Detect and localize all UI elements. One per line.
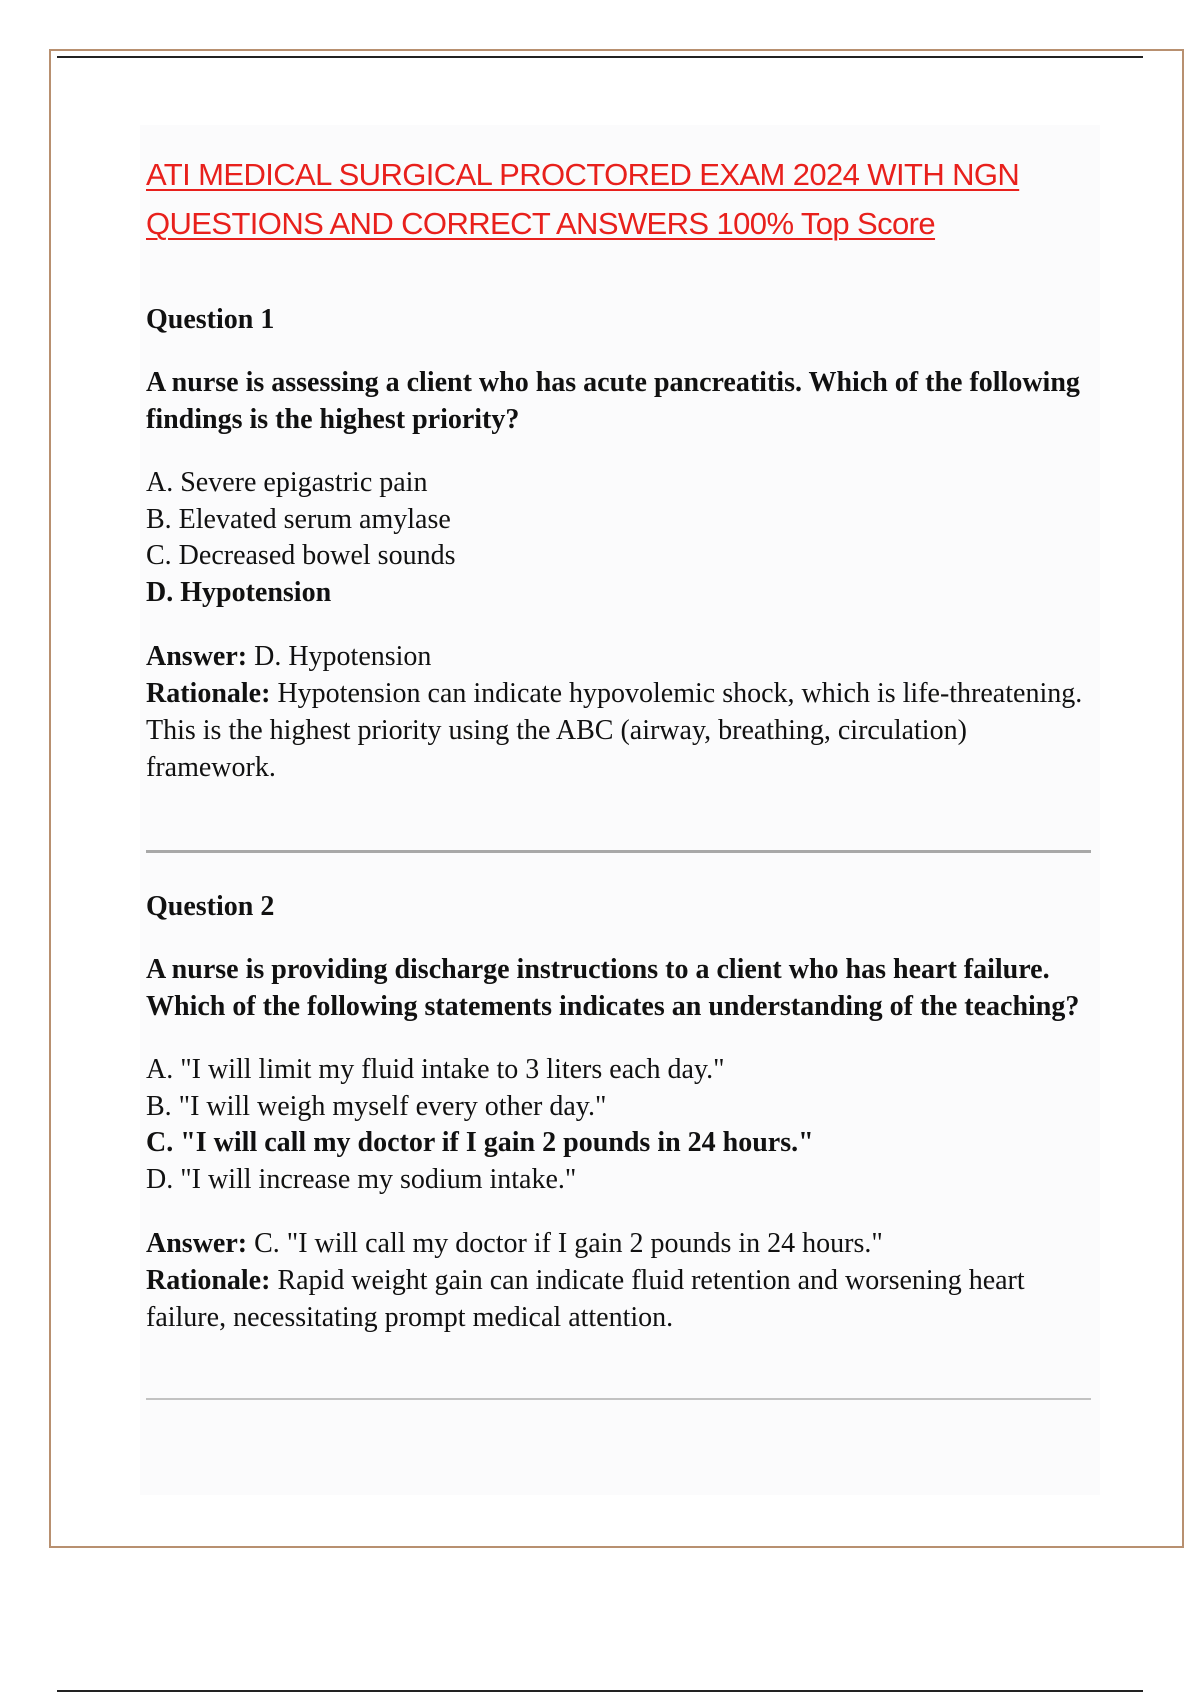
rationale-value: Rapid weight gain can indicate fluid retention and worsening heart failure, necessitating prompt medical attention. <box>146 1265 1025 1333</box>
answer-block <box>146 1225 1091 1336</box>
question-heading: Question 2 <box>146 891 275 922</box>
answer-value: D. Hypotension <box>247 641 432 672</box>
answer-line <box>146 638 1091 675</box>
rationale-value: Hypotension can indicate hypovolemic shock, which is life-threatening. This is the highest priority using the ABC (airway, breathing, circulation) framework. <box>146 678 1083 783</box>
option-d: D. "I will increase my sodium intake." <box>146 1163 577 1195</box>
option-b: B. "I will weigh myself every other day." <box>146 1090 607 1122</box>
option-b: B. Elevated serum amylase <box>146 503 451 535</box>
question-text: A nurse is assessing a client who has acute pancreatitis. Which of the following findings is the highest priority? <box>146 367 1080 435</box>
options-list <box>146 1052 1091 1198</box>
option-a: A. "I will limit my fluid intake to 3 liters each day." <box>146 1054 725 1085</box>
answer-block <box>146 638 1091 786</box>
option-c-correct: C. "I will call my doctor if I gain 2 pounds in 24 hours." <box>146 1127 814 1158</box>
answer-label: Answer: <box>146 1228 248 1259</box>
header-rule <box>57 56 1143 58</box>
answer-value: C. "I will call my doctor if I gain 2 pounds in 24 hours." <box>247 1228 883 1259</box>
rationale-line <box>146 675 1091 786</box>
document-title: ATI MEDICAL SURGICAL PROCTORED EXAM 2024 WITH NGN QUESTIONS AND CORRECT ANSWERS 100% Top Score <box>146 157 1020 241</box>
question-2 <box>146 889 1091 1336</box>
answer-label: Answer: <box>146 641 248 672</box>
option-c: C. Decreased bowel sounds <box>146 540 456 571</box>
question-text: A nurse is providing discharge instructions to a client who has heart failure. Which of the following statements indicates an understanding of the teaching? <box>146 954 1080 1022</box>
document-content <box>146 150 1091 1400</box>
question-divider <box>146 850 1091 853</box>
options-list <box>146 465 1091 611</box>
rationale-label: Rationale: <box>146 678 271 709</box>
question-heading: Question 1 <box>146 304 275 335</box>
option-a: A. Severe epigastric pain <box>146 467 428 498</box>
question-1 <box>146 302 1091 786</box>
rationale-line <box>146 1262 1091 1336</box>
end-divider <box>146 1398 1091 1400</box>
footer-rule <box>57 1690 1143 1692</box>
rationale-label: Rationale: <box>146 1265 271 1296</box>
answer-line <box>146 1225 1091 1262</box>
option-d-correct: D. Hypotension <box>146 576 332 608</box>
